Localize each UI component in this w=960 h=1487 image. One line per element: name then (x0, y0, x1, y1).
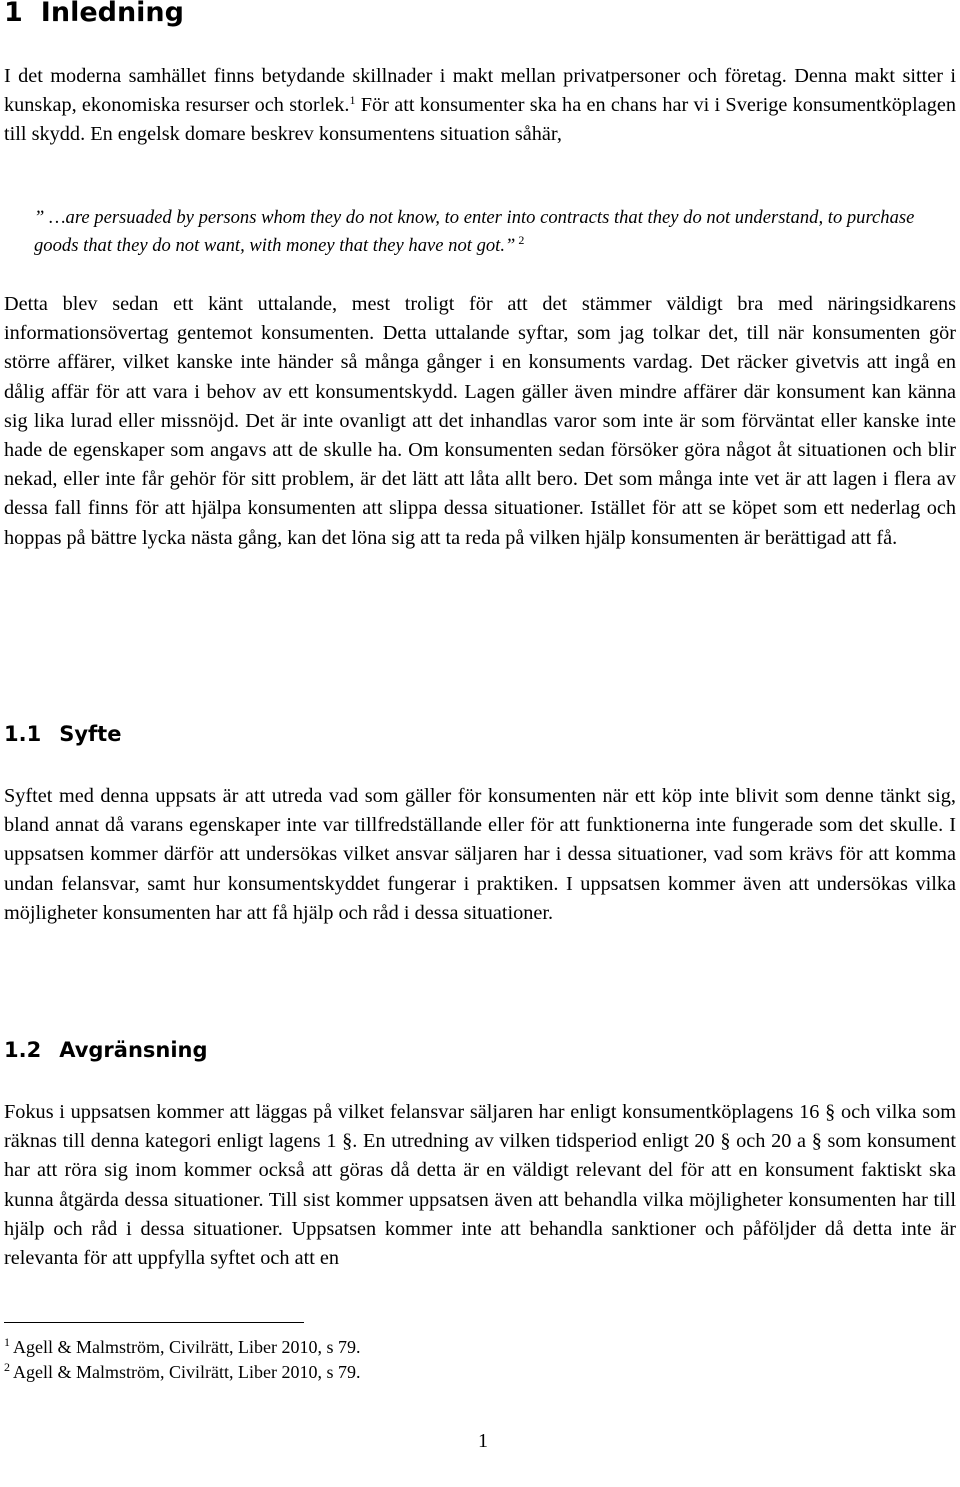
quote-open-mark: ” (34, 207, 45, 228)
footnote-mark: 1 (4, 1335, 10, 1349)
intro-text-a: I det moderna samhället finns betydande skillnader i makt mellan privatpersoner och företag. Denna makt sitter i kunskap, ekonomiska resurser och storlek. (4, 65, 956, 117)
chapter-heading (4, 0, 184, 28)
page-number: 1 (478, 1430, 488, 1452)
footnote-text: Agell & Malmström, Civilrätt, Liber 2010, s 79. (13, 1337, 361, 1357)
section-heading-avgransning (4, 1038, 208, 1062)
quote-close-mark: ” (504, 235, 516, 256)
syfte-paragraph: Syftet med denna uppsats är att utreda vad som gäller för konsumenten när ett köp inte blivit som denne tänkt sig, bland annat då varans egenskaper inte var tillfredställande eller för att funktionerna inte fungerade som det skulle. I uppsatsen kommer därför att undersökas vilket ansvar säljaren har i dessa situationer, vad som krävs för att komma undan felansvar, samt hur konsumentskyddet fungerar i praktiken. I uppsatsen kommer även att undersökas vilka möjligheter konsumenten har att få hjälp och råd i dessa situationer. (4, 785, 956, 924)
section-heading-syfte (4, 722, 121, 746)
section-title: Syfte (59, 722, 122, 746)
intro-paragraph (4, 62, 956, 150)
avgransning-paragraph: Fokus i uppsatsen kommer att läggas på vilket felansvar säljaren har enligt konsumentköplagens 16 § och vilka som räknas till denna kategori enligt lagens 1 §. En utredning av vilken tidsperiod enligt 20 § och 20 a § som konsument har att röra sig inom kommer också att göras då detta är en väldigt relevant del för att en konsument faktiskt ska kunna åtgärda dessa situationer. Till sist kommer uppsatsen även att behandla vilka möjligheter konsumenten har till hjälp och råd i dessa situationer. Uppsatsen kommer inte att behandla sanktioner och påföljder då detta inte är relevanta för att uppfylla syftet och att en (4, 1101, 956, 1270)
footnote-text: Agell & Malmström, Civilrätt, Liber 2010, s 79. (13, 1362, 361, 1382)
section-number: 1.1 (4, 722, 42, 746)
footnote-mark: 2 (4, 1360, 10, 1374)
section-number: 1.2 (4, 1038, 42, 1062)
quote-text: …are persuaded by persons whom they do not know, to enter into contracts that they do not understand, to purchase goods that they do not want, with money that they have not got. (34, 207, 915, 256)
chapter-number: 1 (4, 0, 23, 28)
footnote-2 (4, 1361, 360, 1383)
footnote-ref-2: 2 (515, 233, 525, 247)
discussion-paragraph: Detta blev sedan ett känt uttalande, mest troligt för att det stämmer väldigt bra med näringsidkarens informationsövertag gentemot konsumenten. Detta uttalande syftar, som jag tolkar det, till när konsumenten gör större affärer, vilket kanske inte händer så många gånger i en konsuments vardag. Det räcker givetvis att ingå en dålig affär för att vara i behov av ett konsumentskydd. Lagen gäller även mindre affärer där konsument kan känna sig lika lurad eller missnöjd. Det är inte ovanligt att det inhandlas varor som inte är som förväntat eller kanske inte hade de egenskaper som angavs att de skulle ha. Om konsumenten sedan försöker göra något åt situationen och blir nekad, eller inte får gehör för sitt problem, är det lätt att låta allt bero. Det som många inte vet är att lagen i flera av dessa fall finns för att hjälpa konsumenten att slippa dessa situationer. Istället för att se köpet som ett nederlag och hoppas på bättre lycka nästa gång, kan det löna sig att ta reda på vilken hjälp konsumenten är berättigad att få. (4, 293, 956, 549)
footnote-1 (4, 1336, 360, 1358)
footnote-divider (4, 1322, 304, 1323)
block-quote (34, 204, 952, 260)
intro-text-b: För att konsumenter ska ha en chans har vi i Sverige konsumentköplagen till skydd. En engelsk domare beskrev konsumentens situation såhär, (4, 94, 956, 146)
chapter-title: Inledning (40, 0, 184, 28)
footnote-ref-1: 1 (349, 93, 356, 108)
section-title: Avgränsning (59, 1038, 208, 1062)
